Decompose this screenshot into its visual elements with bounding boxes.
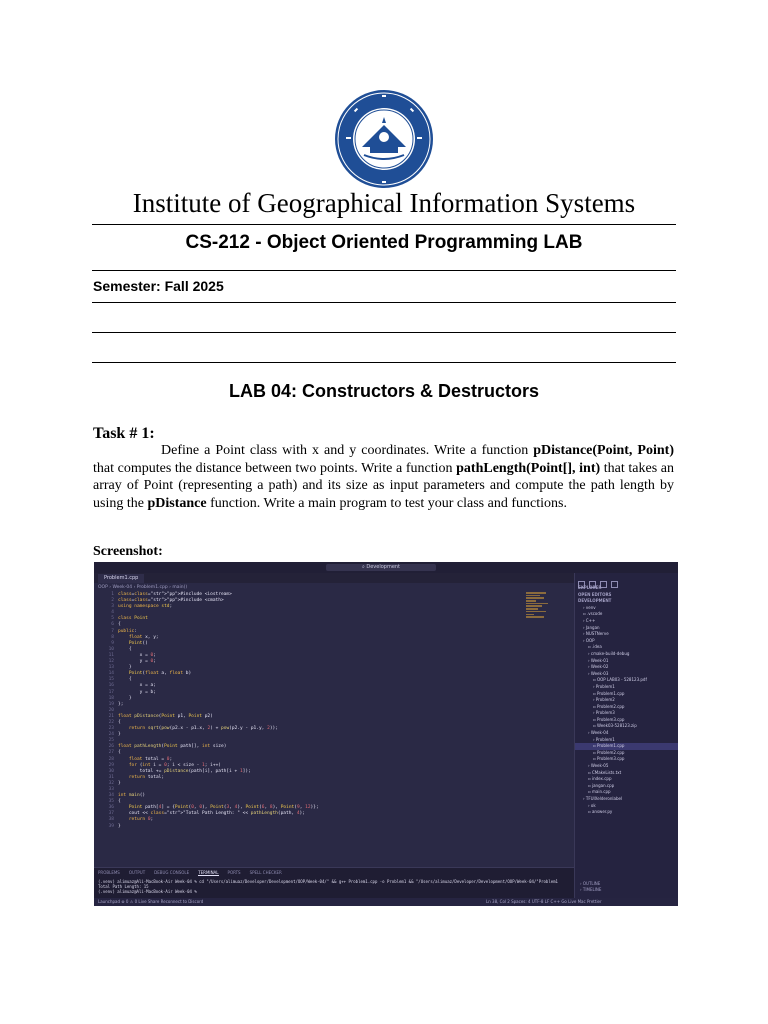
tree-item-label: OOP LAB03 - 528123.pdf	[596, 677, 647, 683]
semester-label: Semester: Fall 2025	[93, 278, 224, 294]
tree-item-label: answer.py	[591, 809, 613, 815]
line-number: 27	[108, 750, 114, 756]
terminal-line: (.venv) alimuaz@Ali-MacBook-Air Week-04 % cd "/Users/alimuaz/Developer/Development/OOP/Week-04/" && g++ Problem1.cpp -o Problem1 && "/Users/alimuaz/Developer/Development/OOP/Week-04/"Problem1	[98, 879, 558, 884]
folder-chevron-icon: ›	[583, 631, 586, 637]
tree-item-label: Week-03	[590, 670, 609, 676]
tree-item-label: Problem3.cpp	[596, 756, 625, 762]
line-number: 24	[108, 732, 114, 738]
explorer-item	[575, 605, 678, 612]
explorer-item	[575, 776, 678, 783]
code-line: Point(float a, float b)	[128, 671, 192, 677]
terminal-line: (.venv) alimuaz@Ali-MacBook-Air Week-04 %	[98, 889, 197, 895]
folder-chevron-icon: ›	[588, 802, 591, 808]
panel-tab: TERMINAL	[198, 870, 219, 875]
course-title: CS-212 - Object Oriented Programming LAB	[185, 232, 583, 253]
status-left: Launchpad ⊗ 0 ⚠ 0 Live Share Reconnect to Discord	[98, 899, 204, 904]
line-number: 10	[108, 646, 114, 652]
screenshot-heading: Screenshot:	[93, 544, 163, 559]
tree-item-label: Week-04	[590, 730, 609, 736]
editor-tab: Problem1.cpp	[98, 574, 144, 583]
line-number: 17	[108, 689, 114, 695]
editor-tabbar	[94, 573, 574, 583]
code-line: return 0;	[128, 817, 154, 823]
code-line: x = 0;	[118, 652, 156, 658]
line-number: 9	[111, 640, 114, 646]
institute-title: Institute of Geographical Information Systems	[132, 188, 636, 218]
explorer-item	[575, 723, 678, 730]
code-line: };	[118, 701, 124, 707]
line-number: 29	[108, 762, 114, 768]
code-line: {	[118, 799, 121, 805]
code-lines	[118, 592, 518, 830]
file-icon: ▫	[588, 809, 592, 815]
code-line: }	[118, 780, 121, 786]
explorer-item	[575, 638, 678, 645]
folder-chevron-icon: ›	[593, 736, 596, 742]
folder-chevron-icon: ›	[588, 664, 591, 670]
code-line: for (int i = 0; i < size - 1; i++)	[128, 762, 222, 768]
folder-chevron-icon: ›	[588, 670, 591, 676]
tree-item-label: Problem2.cpp	[596, 749, 625, 755]
line-number: 6	[111, 622, 114, 628]
folder-chevron-icon: ›	[588, 730, 591, 736]
line-number: 32	[108, 780, 114, 786]
divider	[92, 224, 676, 225]
line-number: 36	[108, 805, 114, 811]
task-heading: Task # 1:	[93, 425, 155, 442]
code-line: cout << class="str">"Total Path Length: " << pathLength(path, 4);	[118, 811, 305, 817]
file-explorer	[574, 573, 678, 898]
tree-item-label: EXPLORER	[578, 585, 602, 590]
tree-item-label: .vscode	[586, 611, 603, 617]
line-number: 31	[108, 774, 114, 780]
code-line: total += pDistance(path[i], path[i + 1]);	[118, 768, 251, 774]
line-number: 16	[108, 683, 114, 689]
code-editor	[94, 592, 574, 848]
line-number: 2	[111, 598, 114, 604]
explorer-item	[575, 750, 678, 757]
line-number: 4	[111, 610, 114, 616]
tree-item-label: Problem1	[595, 683, 615, 689]
explorer-item	[575, 631, 678, 638]
outline-item: › OUTLINE	[580, 881, 601, 886]
tree-item-label: Problem3	[595, 710, 615, 716]
line-number: 37	[108, 811, 114, 817]
code-line: class Point	[118, 616, 148, 622]
tree-item-label: DEVELOPMENT	[578, 598, 612, 604]
tree-item-label: venv	[585, 604, 596, 610]
code-line: }	[118, 823, 121, 829]
panel-tabs	[98, 870, 291, 876]
function-name: pDistance	[147, 495, 207, 511]
folder-chevron-icon: ›	[593, 697, 596, 703]
tree-item-label: cmake-build-debug	[590, 650, 630, 656]
terminal-output	[98, 879, 570, 895]
code-line: {	[118, 622, 121, 628]
divider	[92, 270, 676, 271]
code-line: y = 0;	[118, 659, 156, 665]
file-tree	[575, 585, 678, 816]
line-number: 28	[108, 756, 114, 762]
folder-chevron-icon: ›	[593, 683, 596, 689]
code-line: public:	[118, 628, 137, 634]
explorer-item	[575, 651, 678, 658]
explorer-item	[575, 671, 678, 678]
line-number: 1	[111, 592, 114, 597]
breadcrumb: OOP › Week-04 › Problem1.cpp › main()	[98, 585, 188, 590]
tree-item-label: index.cpp	[591, 776, 612, 782]
tree-item-label: Week-01	[590, 657, 609, 663]
line-number: 12	[108, 659, 114, 665]
task-text-segment: that computes the distance between two points. Write a function	[93, 460, 457, 476]
code-line: float total = 0;	[128, 756, 173, 762]
line-number: 26	[108, 744, 114, 750]
explorer-item	[575, 585, 678, 592]
code-line: }	[118, 665, 132, 671]
line-number: 23	[108, 726, 114, 732]
tree-item-label: Problem1.cpp	[596, 743, 625, 749]
folder-chevron-icon: ›	[588, 657, 591, 663]
folder-chevron-icon: ›	[583, 624, 586, 630]
explorer-item	[575, 658, 678, 665]
file-icon: ▫	[593, 743, 597, 749]
file-icon: ▫	[583, 611, 587, 617]
command-search	[326, 564, 436, 571]
terminal-line: Total Path Length: 15	[98, 884, 149, 890]
folder-chevron-icon: ›	[583, 637, 586, 643]
file-icon: ▫	[593, 677, 597, 683]
university-seal-logo	[334, 89, 434, 189]
code-line: Point path[4] = {Point(0, 0), Point(3, 4), Point(6, 8), Point(9, 12)};	[128, 805, 319, 811]
line-number: 13	[108, 665, 114, 671]
line-number: 14	[108, 671, 114, 677]
code-line: float pDistance(Point p1, Point p2)	[118, 713, 213, 719]
code-line: {	[118, 646, 132, 652]
function-name: pathLength(Point[], int)	[456, 460, 601, 476]
code-line: {	[118, 750, 121, 756]
task-text-segment: function. Write a main program to test your class and functions.	[206, 495, 567, 511]
folder-chevron-icon: ›	[588, 650, 591, 656]
divider	[92, 362, 676, 363]
lab-title: LAB 04: Constructors & Destructors	[228, 381, 540, 401]
line-number: 5	[111, 616, 114, 622]
explorer-item	[575, 664, 678, 671]
line-number: 30	[108, 768, 114, 774]
panel-tab: PROBLEMS	[98, 870, 120, 875]
file-icon: ▫	[593, 723, 597, 729]
outline-item: › TIMELINE	[580, 887, 602, 892]
ide-screenshot	[94, 562, 678, 906]
code-line: int main()	[118, 793, 146, 799]
folder-chevron-icon: ›	[583, 604, 586, 610]
explorer-item	[575, 796, 678, 803]
search-text: Development	[366, 564, 401, 570]
explorer-item	[575, 592, 678, 599]
window-titlebar	[94, 562, 678, 573]
explorer-item	[575, 677, 678, 684]
status-bar	[94, 898, 678, 906]
code-line: x = a;	[118, 683, 156, 689]
folder-chevron-icon: ›	[583, 796, 586, 801]
code-line: class=class="str">"pp">#include <iostream>	[118, 592, 232, 597]
file-icon: ▫	[593, 749, 597, 755]
outline-section	[574, 881, 678, 893]
code-line: y = b;	[118, 689, 156, 695]
line-number-gutter	[96, 592, 114, 830]
tree-item-label: main.cpp	[591, 789, 611, 795]
tree-item-label: OOP	[585, 637, 595, 643]
line-number: 7	[111, 628, 114, 634]
line-number: 22	[108, 719, 114, 725]
explorer-item	[575, 770, 678, 777]
code-line: float pathLength(Point path[], int size)	[118, 744, 227, 750]
explorer-item	[575, 618, 678, 625]
explorer-item	[575, 684, 678, 691]
file-icon: ▫	[588, 769, 592, 775]
code-line: }	[118, 732, 121, 738]
file-icon: ▫	[588, 782, 592, 788]
file-icon: ▫	[593, 716, 597, 722]
status-right: Ln 38, Col 2 Spaces: 4 UTF-8 LF C++ Go Live Mac Prettier	[486, 899, 602, 904]
explorer-item	[575, 737, 678, 744]
file-icon: ▫	[593, 703, 597, 709]
search-icon: ⌕	[361, 564, 367, 570]
tree-item-label: CMakeLists.txt	[591, 769, 622, 775]
tree-item-label: Problem1	[595, 736, 615, 742]
explorer-item	[575, 756, 678, 763]
task-text	[93, 443, 674, 511]
code-line: Point()	[128, 640, 148, 646]
file-icon: ▫	[588, 789, 592, 795]
line-number: 38	[108, 817, 114, 823]
line-number: 21	[108, 713, 114, 719]
code-line: class=class="str">"pp">#include <cmath>	[118, 598, 224, 604]
task-description	[93, 442, 674, 512]
line-number: 33	[108, 787, 114, 792]
tree-item-label: NUSTNerve	[585, 631, 609, 637]
task-text-segment: that takes an array of Point (representing a path) and its size as input parameters and compute the path length by using the	[93, 460, 674, 511]
explorer-item	[575, 803, 678, 810]
panel-tab: OUTPUT	[128, 870, 146, 875]
explorer-item	[575, 743, 678, 750]
function-name: pDistance(Point, Point)	[533, 443, 674, 458]
explorer-item	[575, 704, 678, 711]
folder-chevron-icon: ›	[583, 617, 586, 623]
line-number: 18	[108, 695, 114, 701]
explorer-item	[575, 691, 678, 698]
explorer-item	[575, 809, 678, 816]
code-line: {	[118, 677, 132, 683]
file-icon: ▫	[588, 776, 592, 782]
tree-item-label: Week03-528123.zip	[596, 723, 637, 729]
explorer-item	[575, 717, 678, 724]
panel-tab: DEBUG CONSOLE	[154, 870, 190, 875]
explorer-item	[575, 625, 678, 632]
minimap	[526, 592, 552, 622]
code-line: }	[118, 695, 132, 701]
tree-item-label: .idea	[591, 644, 602, 650]
line-number: 3	[111, 604, 114, 610]
explorer-toolbar	[575, 573, 678, 583]
file-icon: ▫	[593, 690, 597, 696]
explorer-item	[575, 730, 678, 737]
tree-item-label: jangan.cpp	[591, 782, 615, 788]
explorer-item	[575, 611, 678, 618]
line-number: 34	[108, 793, 114, 799]
panel-tab: PORTS	[227, 870, 241, 875]
explorer-item	[575, 710, 678, 717]
explorer-item	[575, 697, 678, 704]
tree-item-label: Week-02	[590, 664, 609, 670]
tree-item-label: TFUIXelderonlabel	[585, 796, 623, 801]
folder-chevron-icon: ›	[593, 710, 596, 716]
file-icon: ▫	[593, 756, 597, 762]
divider	[92, 302, 676, 303]
line-number: 19	[108, 701, 114, 707]
tree-item-label: Week-05	[590, 763, 609, 769]
folder-chevron-icon: ›	[588, 763, 591, 769]
line-number: 25	[108, 738, 114, 744]
explorer-item	[575, 763, 678, 770]
line-number: 8	[111, 634, 114, 640]
panel-tab: SPELL CHECKER	[249, 870, 282, 875]
tree-item-label: Problem2.cpp	[596, 703, 625, 709]
explorer-item	[575, 598, 678, 605]
line-number: 11	[108, 652, 114, 658]
tree-item-label: C++	[585, 617, 596, 623]
task-text-segment: Define a Point class with x and y coordinates. Write a function	[161, 443, 534, 458]
tree-item-label: Problem2	[595, 697, 615, 703]
code-line: using namespace std;	[118, 604, 173, 610]
explorer-item	[575, 783, 678, 790]
code-line: return total;	[128, 774, 165, 780]
tree-item-label: Jangan	[585, 624, 600, 630]
tree-item-label: OPEN EDITORS	[578, 591, 612, 597]
explorer-item	[575, 644, 678, 651]
file-icon: ▫	[588, 644, 592, 650]
code-line: return sqrt(pow(p2.x - p1.x, 2) + pow(p2.y - p1.y, 2));	[128, 726, 278, 732]
explorer-item	[575, 789, 678, 796]
tree-item-label: ok	[590, 802, 596, 808]
line-number: 35	[108, 799, 114, 805]
tree-item-label: Problem1.cpp	[596, 690, 625, 696]
divider	[92, 332, 676, 333]
line-number: 20	[108, 707, 114, 713]
code-line: float x, y;	[128, 634, 159, 640]
line-number: 39	[108, 823, 114, 829]
code-line: {	[118, 719, 121, 725]
tree-item-label: Problem3.cpp	[596, 716, 625, 722]
line-number: 15	[108, 677, 114, 683]
